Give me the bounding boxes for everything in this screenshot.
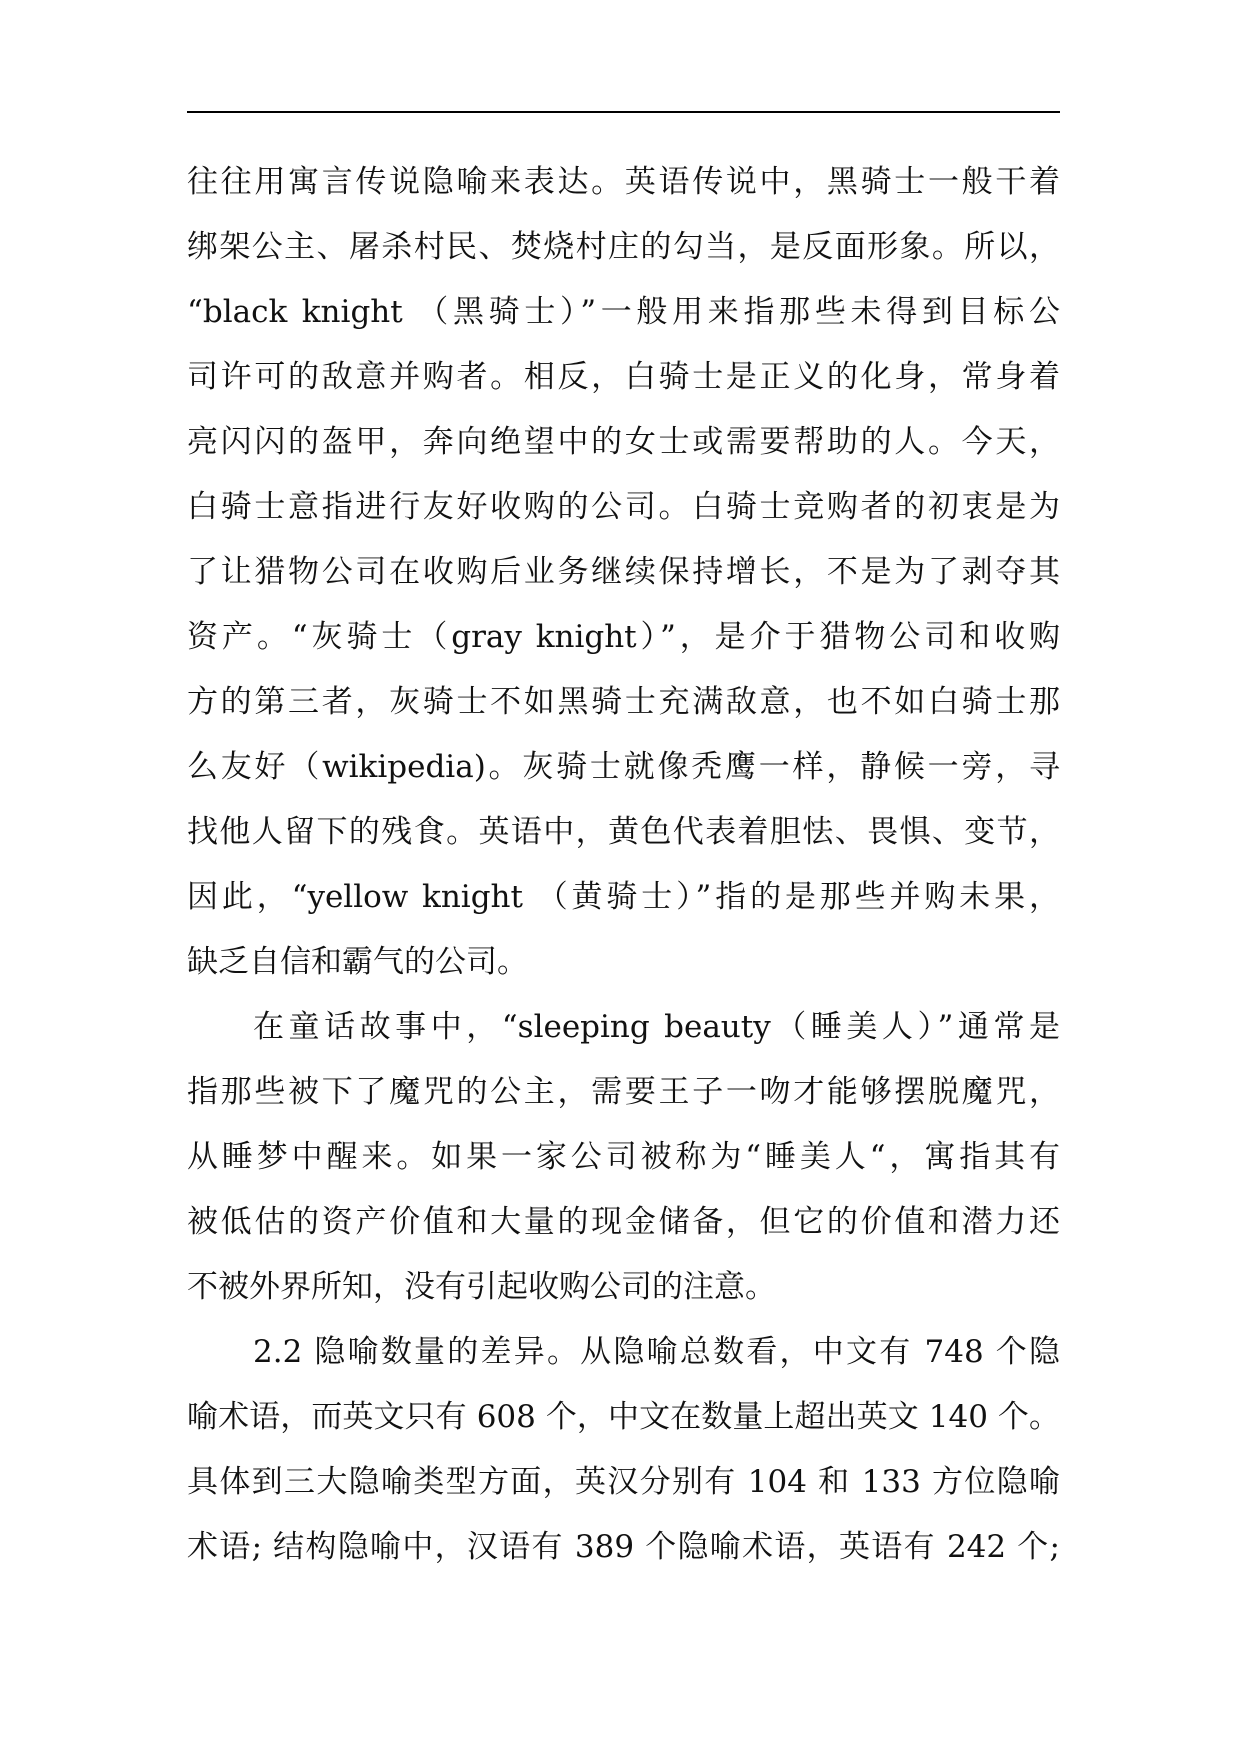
text-line: 缺乏自信和霸气的公司。 xyxy=(187,944,528,980)
text-line: 从睡梦中醒来。如果一家公司被称为“睡美人“，寓指其有 xyxy=(187,1139,1060,1175)
text-line: 绑架公主、屠杀村民、焚烧村庄的勾当，是反面形象。所以， xyxy=(187,229,1060,265)
paragraph-sleeping-beauty xyxy=(187,995,1060,1320)
text-line: 亮闪闪的盔甲，奔向绝望中的女士或需要帮助的人。今天， xyxy=(187,424,1060,460)
text-line: 被低估的资产价值和大量的现金储备，但它的价值和潜力还 xyxy=(187,1204,1060,1240)
text-line: 方的第三者，灰骑士不如黑骑士充满敌意，也不如白骑士那 xyxy=(187,684,1060,720)
text-line: 资产。“灰骑士（gray knight）”，是介于猎物公司和收购 xyxy=(187,619,1060,655)
text-line: 不被外界所知，没有引起收购公司的注意。 xyxy=(187,1269,776,1305)
text-line: 术语; 结构隐喻中，汉语有 389 个隐喻术语，英语有 242 个; xyxy=(187,1529,1060,1565)
header-rule xyxy=(187,111,1060,113)
text-line: 具体到三大隐喻类型方面，英汉分别有 104 和 133 方位隐喻 xyxy=(187,1464,1060,1500)
paragraph-knights xyxy=(187,150,1060,995)
text-line: 白骑士意指进行友好收购的公司。白骑士竞购者的初衷是为 xyxy=(187,489,1060,525)
text-line: 么友好（wikipedia)。灰骑士就像秃鹰一样，静候一旁，寻 xyxy=(187,749,1060,785)
text-line: 找他人留下的残食。英语中，黄色代表着胆怯、畏惧、变节， xyxy=(187,814,1060,850)
text-line: “black knight （黑骑士）”一般用来指那些未得到目标公 xyxy=(187,294,1060,330)
text-line: 指那些被下了魔咒的公主，需要王子一吻才能够摆脱魔咒， xyxy=(187,1074,1060,1110)
text-line: 往往用寓言传说隐喻来表达。英语传说中，黑骑士一般干着 xyxy=(187,164,1060,200)
text-line: 在童话故事中，“sleeping beauty（睡美人）”通常是 xyxy=(253,1009,1060,1045)
text-line: 了让猎物公司在收购后业务继续保持增长，不是为了剥夺其 xyxy=(187,554,1060,590)
text-line: 喻术语，而英文只有 608 个，中文在数量上超出英文 140 个。 xyxy=(187,1399,1060,1435)
paragraph-metaphor-count xyxy=(187,1320,1060,1580)
body-text xyxy=(187,150,1060,1580)
text-line: 2.2 隐喻数量的差异。从隐喻总数看，中文有 748 个隐 xyxy=(253,1334,1060,1370)
text-line: 司许可的敌意并购者。相反，白骑士是正义的化身，常身着 xyxy=(187,359,1060,395)
text-line: 因此，“yellow knight （黄骑士）”指的是那些并购未果， xyxy=(187,879,1060,915)
